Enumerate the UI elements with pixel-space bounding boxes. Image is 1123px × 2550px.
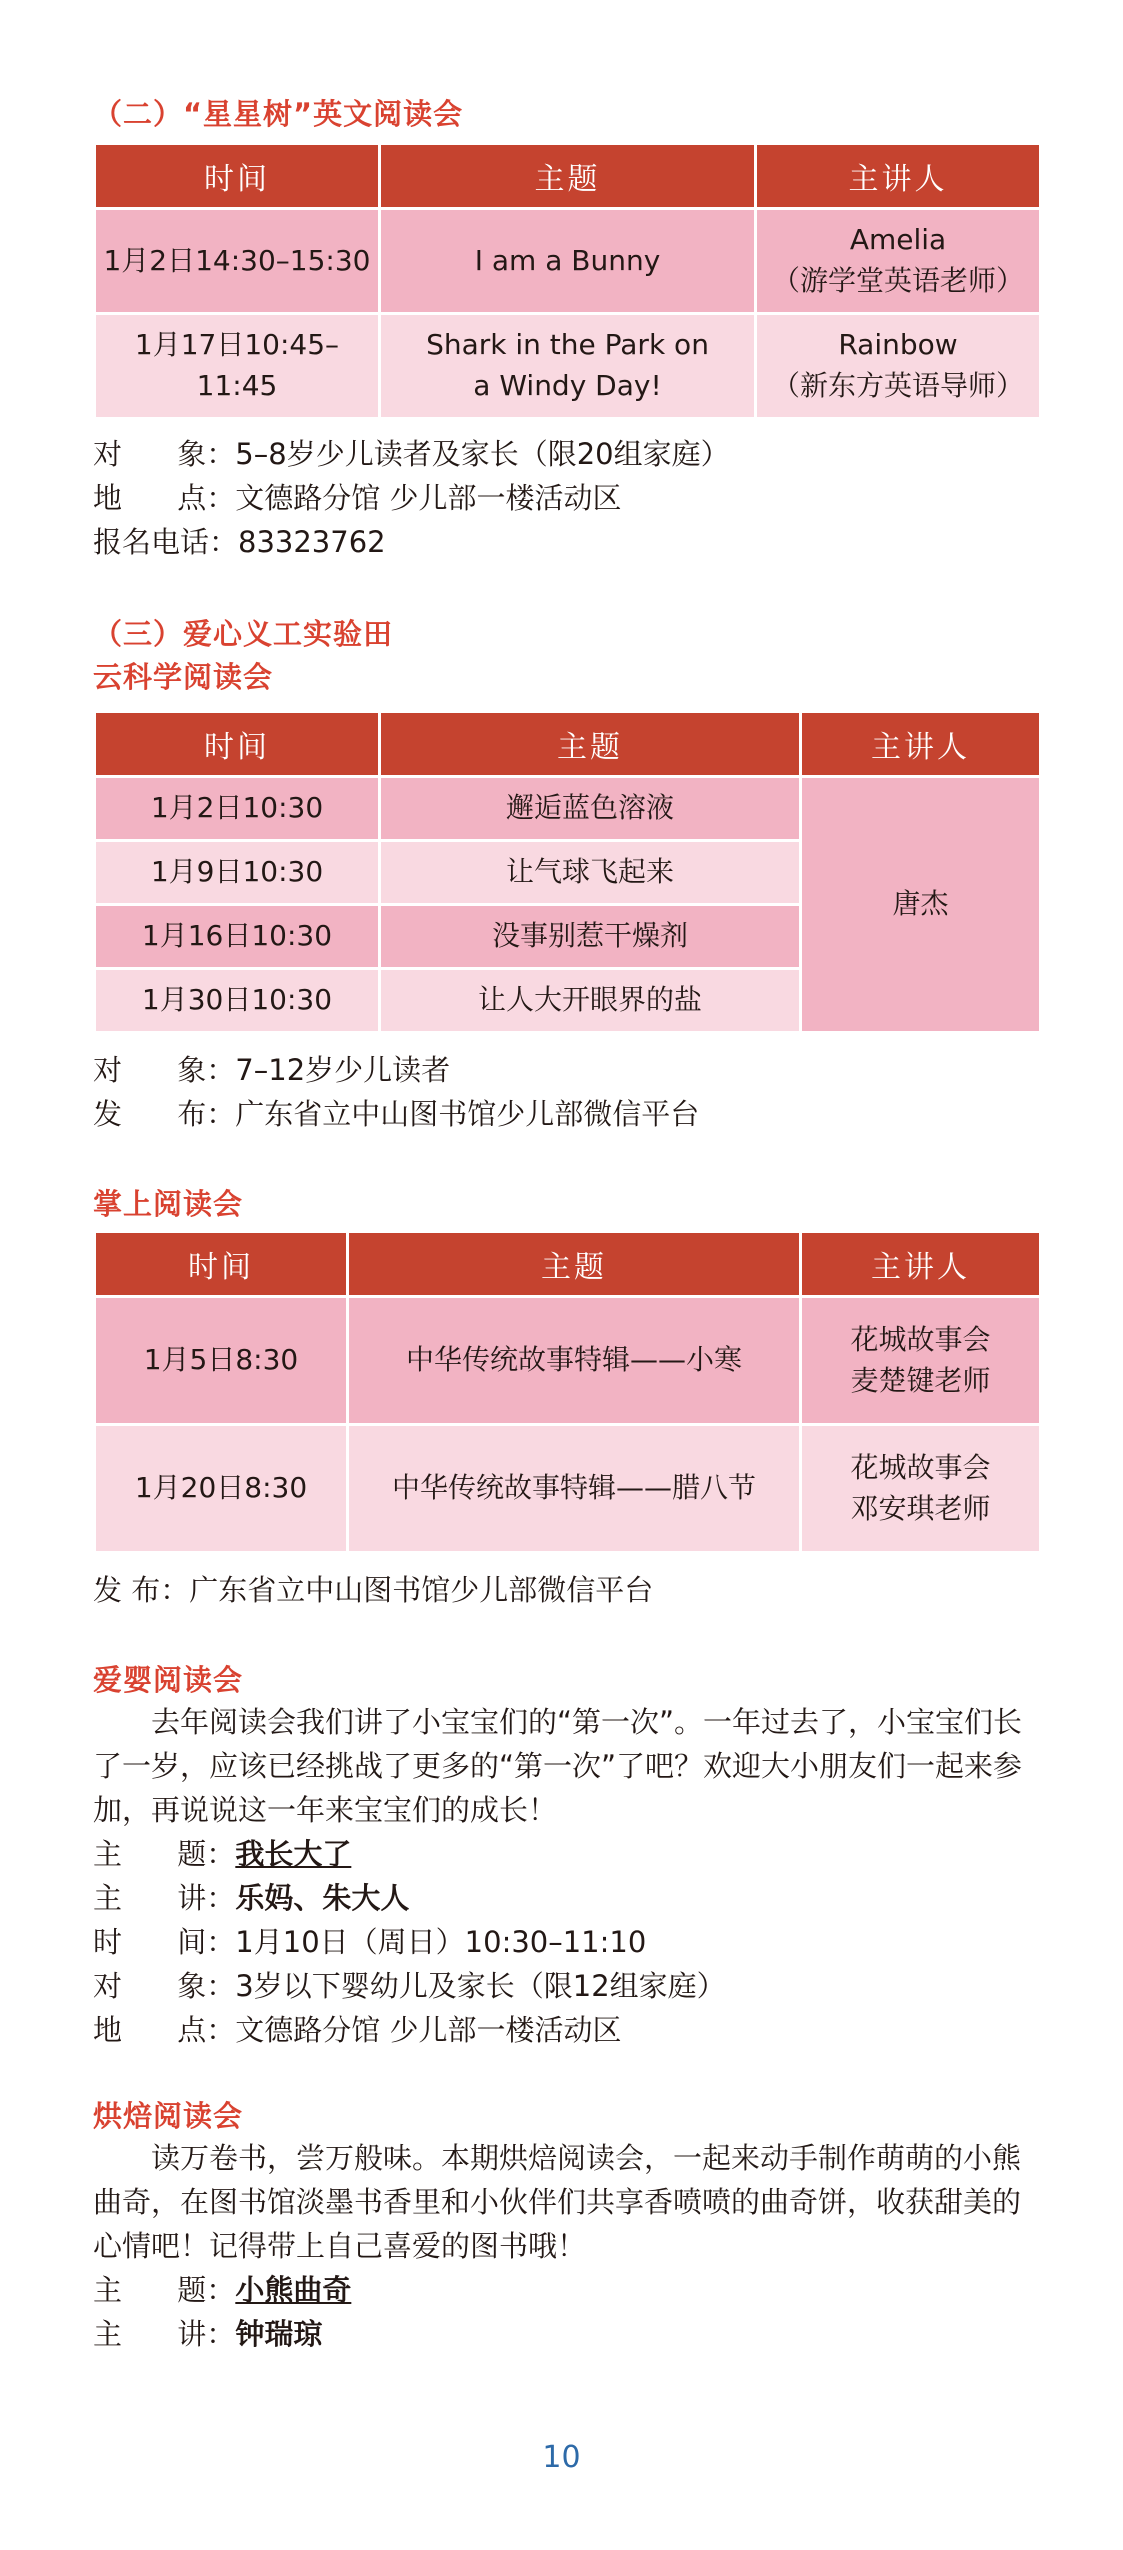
palm-reading-table xyxy=(93,1230,1042,1554)
header-speaker: 主讲人 xyxy=(756,144,1041,209)
table-row xyxy=(95,1425,1041,1553)
intro-text: 去年阅读会我们讲了小宝宝们的“第一次”。一年过去了，小宝宝们长了一岁，应该已经挑战了更多的“第一次”了吧？欢迎大小朋友们一起来参加，再说说这一年来宝宝们的成长！ xyxy=(93,1705,1023,1827)
theme-row xyxy=(93,2268,351,2312)
cell-time: 1月17日10:45–11:45 xyxy=(95,314,380,419)
theme-value: 小熊曲奇 xyxy=(235,2273,352,2307)
speaker-label: 主 讲： xyxy=(93,1881,236,1915)
cell-topic: 让气球飞起来 xyxy=(380,841,801,905)
cell-speaker xyxy=(756,209,1041,314)
speaker-name: Rainbow xyxy=(838,328,958,362)
cell-topic: I am a Bunny xyxy=(380,209,756,314)
audience-row: 对 象：3岁以下婴幼儿及家长（限12组家庭） xyxy=(93,1969,726,2003)
table-row xyxy=(95,1297,1041,1425)
place-line: 地 点：文德路分馆 少儿部一楼活动区 xyxy=(93,481,622,515)
header-topic: 主题 xyxy=(348,1232,801,1297)
theme-label: 主 题： xyxy=(93,1837,236,1871)
publish-line: 发 布：广东省立中山图书馆少儿部微信平台 xyxy=(93,1573,654,1607)
header-speaker: 主讲人 xyxy=(801,712,1041,777)
header-topic: 主题 xyxy=(380,712,801,777)
english-reading-table xyxy=(93,142,1042,420)
intro-paragraph xyxy=(93,2136,1039,2268)
cell-time: 1月20日8:30 xyxy=(95,1425,348,1553)
speaker-org: （新东方英语导师） xyxy=(771,369,1024,402)
table-row xyxy=(95,314,1041,419)
phone-line: 报名电话：83323762 xyxy=(93,525,386,559)
speaker-row xyxy=(93,2312,351,2356)
section-title: 烘焙阅读会 xyxy=(93,2099,244,2133)
cell-time: 1月5日8:30 xyxy=(95,1297,348,1425)
speaker-name: 麦楚键老师 xyxy=(850,1363,991,1397)
place-row: 地 点：文德路分馆 少儿部一楼活动区 xyxy=(93,2013,622,2047)
speaker-row xyxy=(93,1876,726,1920)
cell-speaker xyxy=(801,1297,1041,1425)
header-speaker: 主讲人 xyxy=(801,1232,1041,1297)
theme-value: 我长大了 xyxy=(235,1837,352,1871)
header-time: 时间 xyxy=(95,712,380,777)
cell-topic xyxy=(380,314,756,419)
intro-text: 读万卷书，尝万般味。本期烘焙阅读会，一起来动手制作萌萌的小熊曲奇，在图书馆淡墨书香里和小伙伴们共享香喷喷的曲奇饼，收获甜美的心情吧！记得带上自己喜爱的图书哦！ xyxy=(93,2141,1022,2263)
science-reading-table xyxy=(93,710,1042,1034)
cell-topic: 中华传统故事特辑——腊八节 xyxy=(348,1425,801,1553)
cell-time: 1月2日10:30 xyxy=(95,777,380,841)
speaker-name: Amelia xyxy=(849,223,947,257)
cell-time: 1月2日14:30–15:30 xyxy=(95,209,380,314)
topic-line: a Windy Day! xyxy=(473,369,662,402)
cell-topic: 中华传统故事特辑——小寒 xyxy=(348,1297,801,1425)
speaker-label: 主 讲： xyxy=(93,2317,236,2351)
speaker-value: 钟瑞琼 xyxy=(235,2317,323,2351)
section-title: 爱婴阅读会 xyxy=(93,1663,244,1697)
header-time: 时间 xyxy=(95,1232,348,1297)
speaker-org: 花城故事会 xyxy=(850,1322,991,1356)
page-number: 10 xyxy=(542,2440,581,2475)
time-row: 时 间：1月10日（周日）10:30–11:10 xyxy=(93,1925,647,1959)
audience-line: 对 象：5–8岁少儿读者及家长（限20组家庭） xyxy=(93,437,730,471)
speaker-value: 乐妈、朱大人 xyxy=(235,1881,410,1915)
section-title: 掌上阅读会 xyxy=(93,1187,244,1221)
speaker-name: 邓安琪老师 xyxy=(850,1491,991,1525)
speaker-org: （游学堂英语老师） xyxy=(771,264,1024,297)
section-title: （三）爱心义工实验田 xyxy=(93,617,394,651)
cell-topic: 让人大开眼界的盐 xyxy=(380,969,801,1033)
header-topic: 主题 xyxy=(380,144,756,209)
event-details xyxy=(93,1832,726,2052)
cell-speaker xyxy=(756,314,1041,419)
header-time: 时间 xyxy=(95,144,380,209)
theme-row xyxy=(93,1832,726,1876)
section-title: （二）“星星树”英文阅读会 xyxy=(93,97,464,131)
cell-time: 1月16日10:30 xyxy=(95,905,380,969)
cell-topic: 没事别惹干燥剂 xyxy=(380,905,801,969)
audience-line: 对 象：7–12岁少儿读者 xyxy=(93,1053,451,1087)
table-row xyxy=(95,777,1041,841)
subsection-title: 云科学阅读会 xyxy=(93,660,274,694)
table-row xyxy=(95,209,1041,314)
cell-topic: 邂逅蓝色溶液 xyxy=(380,777,801,841)
intro-paragraph xyxy=(93,1700,1039,1832)
cell-time: 1月30日10:30 xyxy=(95,969,380,1033)
publish-line: 发 布：广东省立中山图书馆少儿部微信平台 xyxy=(93,1097,700,1131)
event-details xyxy=(93,2268,351,2356)
cell-speaker: 唐杰 xyxy=(801,777,1041,1033)
speaker-org: 花城故事会 xyxy=(850,1450,991,1484)
topic-line: Shark in the Park on xyxy=(426,328,709,362)
cell-time: 1月9日10:30 xyxy=(95,841,380,905)
theme-label: 主 题： xyxy=(93,2273,236,2307)
cell-speaker xyxy=(801,1425,1041,1553)
